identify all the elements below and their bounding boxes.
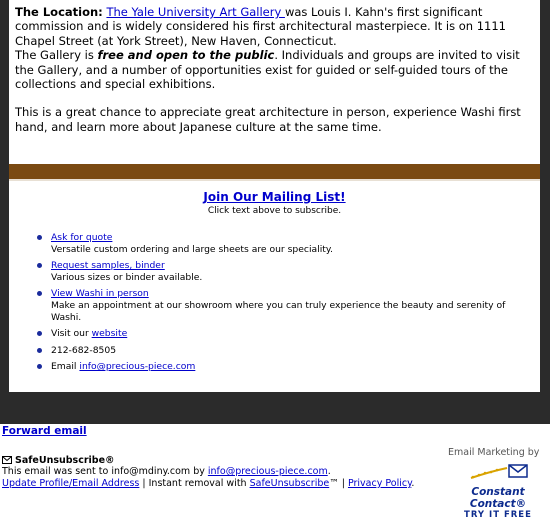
- cc-reg: ®: [515, 498, 527, 510]
- gallery-text-post: . Individuals and groups are invited to visit the Gallery, and a number of opportunities exist for guided or self-guided tours of the collections and special exhibitions.: [15, 48, 520, 92]
- safeunsubscribe-section: [2, 455, 442, 489]
- sender-email-link[interactable]: info@precious-piece.com: [207, 466, 328, 478]
- bullet-icon: [37, 348, 42, 353]
- location-paragraph: [15, 5, 535, 48]
- samples-text: Various sizes or binder available.: [51, 271, 203, 283]
- forward-email-link[interactable]: Forward email: [2, 425, 87, 437]
- privacy-policy-link[interactable]: Privacy Policy: [347, 477, 412, 489]
- gallery-link[interactable]: The Yale University Art Gallery: [106, 5, 285, 19]
- sent-line: [2, 466, 442, 477]
- free-emphasis: free and open to the public: [97, 48, 275, 63]
- visit-text: Visit our: [51, 328, 92, 340]
- request-samples-link[interactable]: Request samples, binder: [51, 260, 165, 272]
- envelope-swoosh-icon: [463, 462, 533, 482]
- tm-text: ™ |: [329, 477, 348, 489]
- forward-section: [2, 425, 87, 437]
- list-item: [51, 361, 521, 373]
- constant-contact-logo[interactable]: [450, 462, 546, 520]
- email-marketing-by: Email Marketing by: [448, 447, 540, 458]
- gallery-paragraph: [15, 48, 535, 91]
- view-washi-text: Make an appointment at our showroom where you can truly experience the beauty and serenity of Washi.: [51, 299, 506, 323]
- list-item: [51, 260, 521, 283]
- list-item: [51, 232, 521, 255]
- bullet-icon: [37, 235, 42, 240]
- phone-number: 212-682-8505: [51, 344, 117, 356]
- removal-text: | Instant removal with: [139, 477, 250, 489]
- list-item: [51, 288, 521, 323]
- try-it-free: TRY IT FREE: [464, 510, 532, 520]
- options-end: .: [411, 477, 415, 489]
- list-item: [51, 345, 521, 357]
- location-section: [15, 5, 535, 134]
- safeunsubscribe-title: [2, 455, 442, 466]
- sent-end: .: [327, 466, 331, 478]
- ask-quote-link[interactable]: Ask for quote: [51, 232, 113, 243]
- gallery-text-pre: The Gallery is: [15, 48, 98, 63]
- contact-list: [51, 232, 521, 378]
- website-link[interactable]: website: [91, 328, 128, 340]
- list-item: [51, 328, 521, 340]
- quote-text: Versatile custom ordering and large sheets are our speciality.: [51, 243, 333, 255]
- email-link[interactable]: info@precious-piece.com: [79, 361, 196, 373]
- location-label: The Location:: [15, 5, 103, 19]
- envelope-icon: [2, 456, 12, 464]
- update-profile-link[interactable]: Update Profile/Email Address: [2, 477, 140, 489]
- safeunsubscribe-link[interactable]: SafeUnsubscribe: [249, 477, 330, 489]
- view-washi-link[interactable]: View Washi in person: [51, 288, 149, 300]
- divider-band: [9, 164, 540, 179]
- mailing-list-section: [9, 186, 540, 216]
- sent-text: This email was sent to info@mdiny.com by: [2, 466, 208, 478]
- location-text: was Louis I. Kahn's first significant commission and is widely considered his first architectural masterpiece. It is on 1111 Chapel Street (at York Street), New Haven, Connecticut.: [15, 5, 506, 48]
- join-mailing-list-link[interactable]: Join Our Mailing List!: [203, 190, 346, 204]
- options-line: [2, 478, 442, 489]
- mailing-subtitle: Click text above to subscribe.: [207, 206, 342, 216]
- chance-paragraph: This is a great chance to appreciate great architecture in person, experience Washi first hand, and learn more about Japanese culture at the same time.: [15, 105, 521, 134]
- email-label: Email: [51, 361, 80, 373]
- safe-title-text: SafeUnsubscribe®: [15, 455, 115, 466]
- cc-name: Constant Contact: [469, 486, 525, 510]
